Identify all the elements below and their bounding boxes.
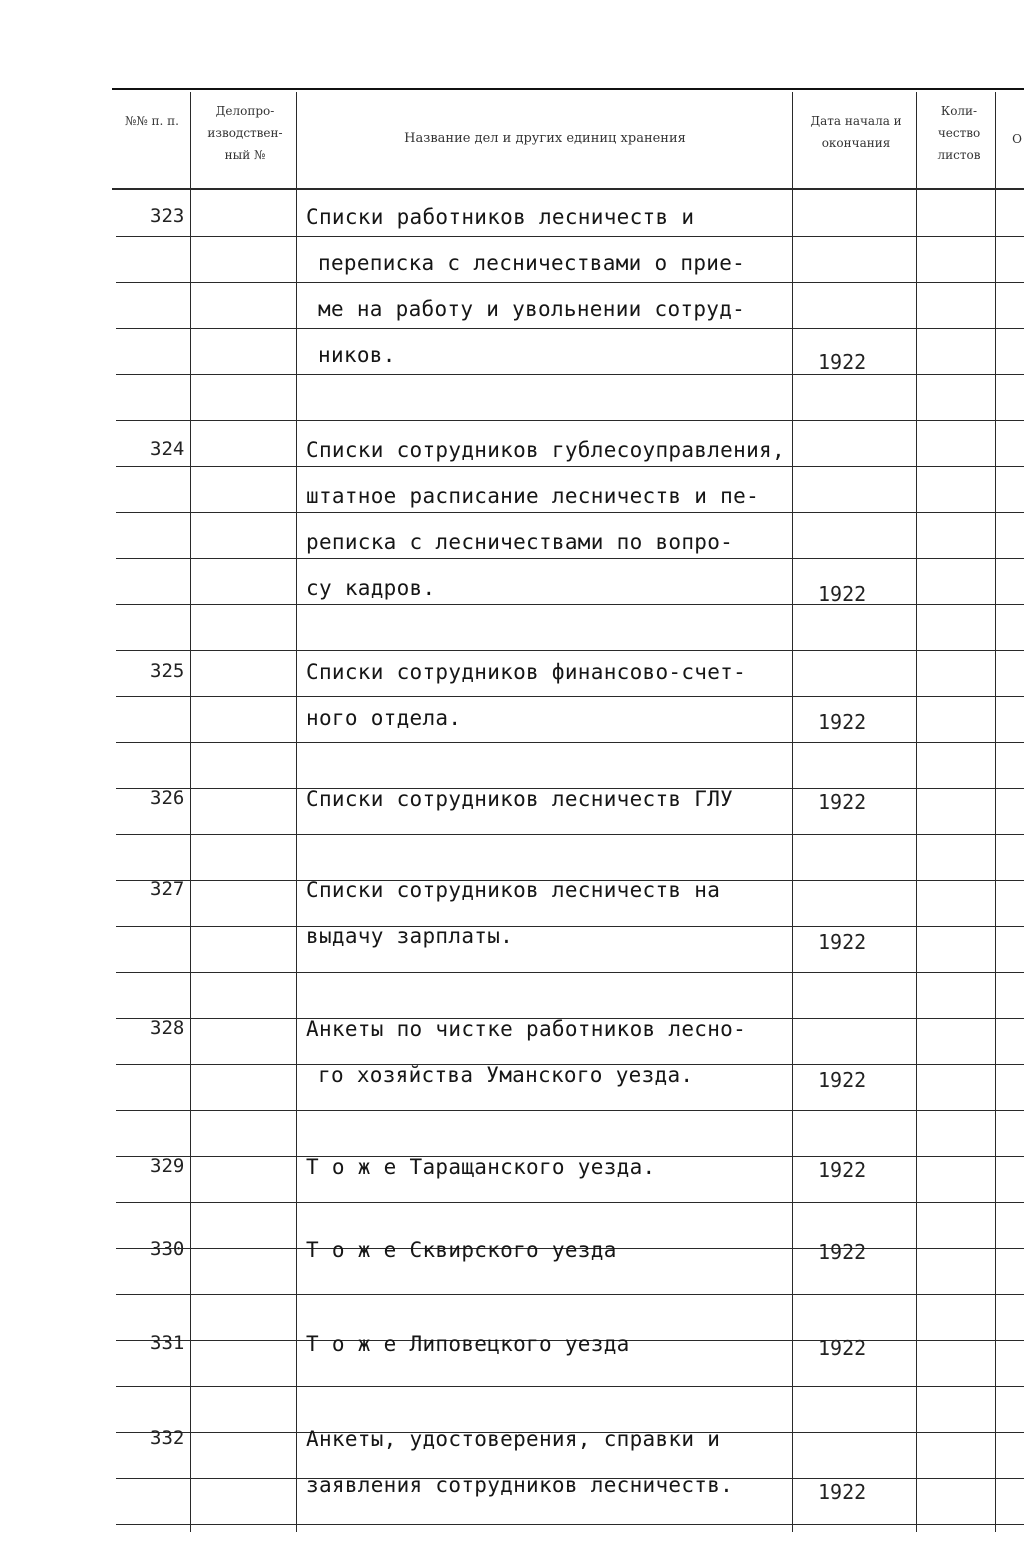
record-title-line: Списки сотрудников финансово-счет- <box>306 660 747 684</box>
record-year: 1922 <box>818 790 867 814</box>
record-title-line: ме на работу и увольнении сотруд- <box>318 297 746 321</box>
header-num: №№ п. п. <box>125 114 179 128</box>
record-number: 323 <box>150 205 185 227</box>
record-title-line: штатное расписание лесничеств и пе- <box>306 484 760 508</box>
header-bottom-border <box>112 188 1024 190</box>
ruled-line <box>116 236 1024 237</box>
ruled-line <box>116 282 1024 283</box>
record-number: 325 <box>150 660 185 682</box>
header-extra: О <box>1012 132 1022 146</box>
record-title-line: Списки сотрудников лесничеств на <box>306 878 721 902</box>
record-title-line: ников. <box>318 343 396 367</box>
record-title-line: Списки сотрудников гублесоуправления, <box>306 438 785 462</box>
record-year: 1922 <box>818 930 867 954</box>
record-year: 1922 <box>818 1068 867 1092</box>
record-title-line: реписка с лесничествами по вопро- <box>306 530 734 554</box>
record-number: 324 <box>150 438 185 460</box>
ruled-line <box>116 1294 1024 1295</box>
header-title: Название дел и других единиц хранения <box>404 131 686 146</box>
column-divider <box>916 92 917 1532</box>
column-divider <box>792 92 793 1532</box>
record-number: 331 <box>150 1332 185 1354</box>
ruled-line <box>116 926 1024 927</box>
ruled-line <box>116 650 1024 651</box>
record-number: 328 <box>150 1017 185 1039</box>
ruled-line <box>116 1386 1024 1387</box>
record-year: 1922 <box>818 710 867 734</box>
record-title-line: выдачу зарплаты. <box>306 924 514 948</box>
record-title-line: Т о ж е Сквирского уезда <box>306 1238 617 1262</box>
record-title-line: Т о ж е Липовецкого уезда <box>306 1332 630 1356</box>
record-title-line: ного отдела. <box>306 706 462 730</box>
record-title-line: Анкеты, удостоверения, справки и <box>306 1427 721 1451</box>
ruled-line <box>116 604 1024 605</box>
record-year: 1922 <box>818 582 867 606</box>
ruled-line <box>116 834 1024 835</box>
record-title-line: заявления сотрудников лесничеств. <box>306 1473 734 1497</box>
record-year: 1922 <box>818 1480 867 1504</box>
record-number: 330 <box>150 1238 185 1260</box>
record-title-line: Т о ж е Таращанского уезда. <box>306 1155 656 1179</box>
column-divider <box>190 92 191 1532</box>
ruled-line <box>116 374 1024 375</box>
ruled-line <box>116 696 1024 697</box>
ruled-line <box>116 558 1024 559</box>
record-year: 1922 <box>818 350 867 374</box>
header-dates: Дата начала и окончания <box>810 114 902 150</box>
column-divider <box>296 92 297 1532</box>
record-year: 1922 <box>818 1336 867 1360</box>
ruled-line <box>116 972 1024 973</box>
header-sheets: Коли-чество листов <box>937 104 981 162</box>
record-number: 327 <box>150 878 185 900</box>
ruled-line <box>116 1524 1024 1525</box>
record-title-line: су кадров. <box>306 576 436 600</box>
ruled-line <box>116 742 1024 743</box>
ruled-line <box>116 512 1024 513</box>
column-divider <box>995 92 996 1532</box>
ruled-line <box>116 1202 1024 1203</box>
record-number: 329 <box>150 1155 185 1177</box>
record-title-line: го хозяйства Уманского уезда. <box>318 1063 694 1087</box>
record-year: 1922 <box>818 1240 867 1264</box>
header-office-num: Делопро-изводствен-ный № <box>207 104 283 162</box>
record-number: 332 <box>150 1427 185 1449</box>
record-title-line: Списки работников лесничеств и <box>306 205 695 229</box>
table-top-border <box>112 88 1024 90</box>
record-title-line: Анкеты по чистке работников лесно- <box>306 1017 747 1041</box>
record-year: 1922 <box>818 1158 867 1182</box>
ruled-line <box>116 420 1024 421</box>
record-title-line: переписка с лесничествами о прие- <box>318 251 746 275</box>
ruled-line <box>116 466 1024 467</box>
ruled-line <box>116 328 1024 329</box>
record-number: 326 <box>150 787 185 809</box>
ruled-line <box>116 1110 1024 1111</box>
record-title-line: Списки сотрудников лесничеств ГЛУ <box>306 787 734 811</box>
